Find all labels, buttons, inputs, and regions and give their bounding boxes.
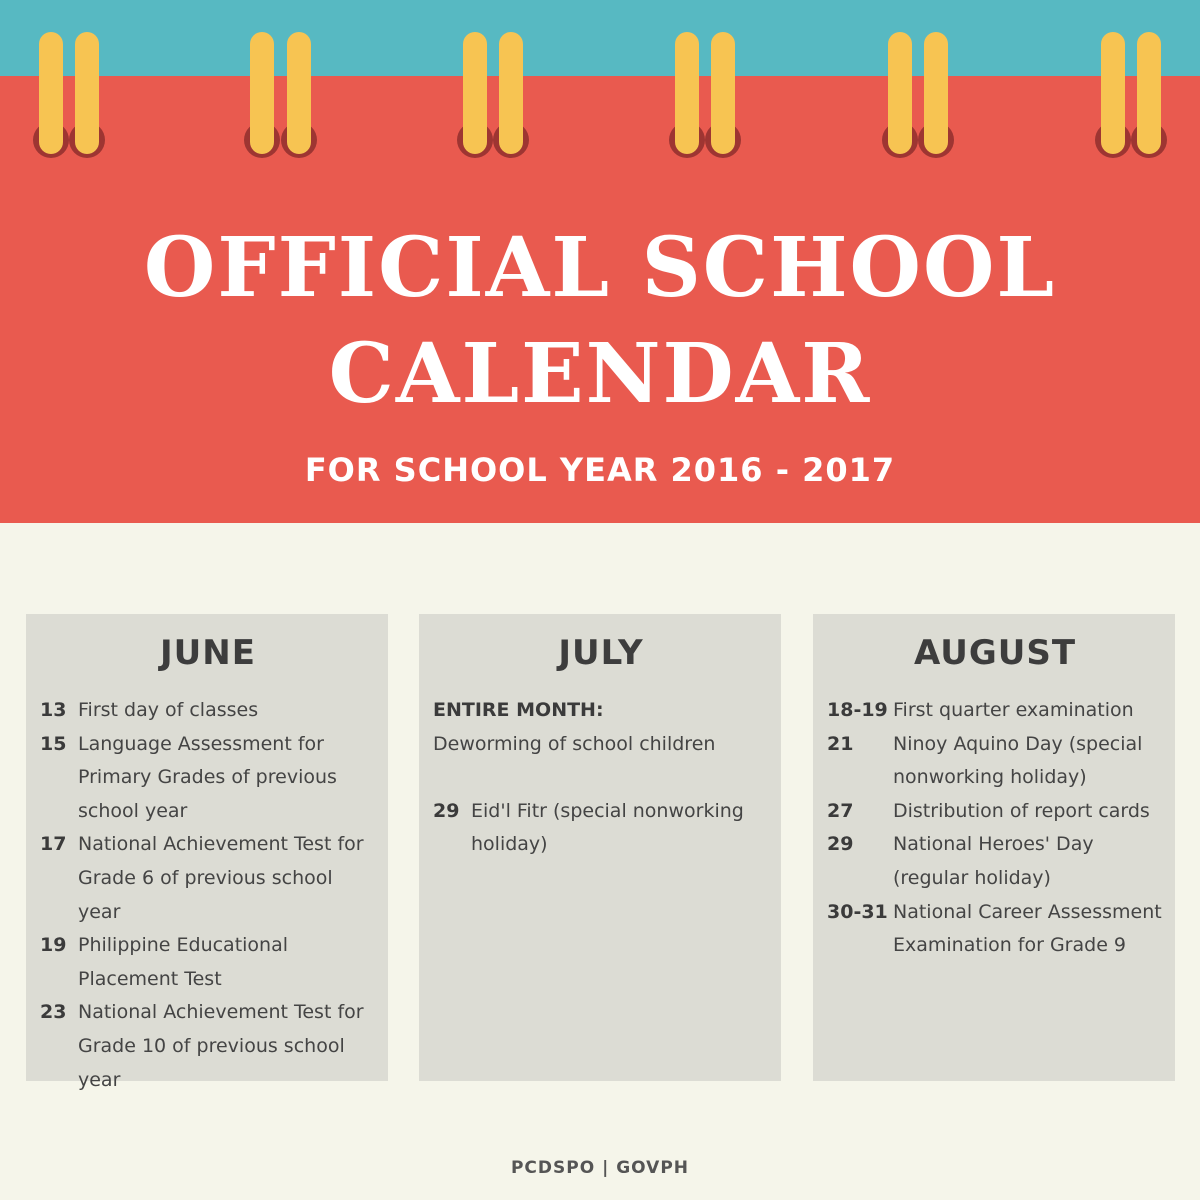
page-title-line-1: OFFICIAL SCHOOL [143, 220, 1057, 316]
month-title: JULY [558, 633, 644, 673]
event-date: 21 [827, 732, 854, 755]
event-text: National Achievement Test for Grade 10 of previous school year [78, 1001, 364, 1091]
event-item [827, 728, 1163, 795]
event-text: Ninoy Aquino Day (special nonworking holiday) [893, 732, 1143, 789]
event-date: 19 [40, 934, 67, 957]
event-text: National Career Assessment Examination for Grade 9 [893, 900, 1162, 957]
event-item [40, 728, 376, 829]
event-date: 23 [40, 1001, 67, 1024]
event-text: National Achievement Test for Grade 6 of previous school year [78, 833, 364, 923]
binder-ring-icon [1096, 0, 1130, 160]
binder-ring-icon [34, 0, 68, 160]
event-item [827, 795, 1163, 829]
event-item [827, 896, 1163, 963]
event-item [40, 996, 376, 1097]
binder-ring-icon [494, 0, 528, 160]
event-date: 29 [827, 833, 854, 856]
binder-ring-icon [1132, 0, 1166, 160]
binder-ring-icon [70, 0, 104, 160]
binder-ring-icon [670, 0, 704, 160]
event-date: 18-19 [827, 699, 888, 721]
spacer [433, 761, 769, 795]
calendar-top-band [0, 0, 1200, 76]
month-card-june [26, 614, 388, 1091]
footer-credit: PCDSPO | GOVPH [510, 1158, 690, 1178]
event-date: 15 [40, 732, 67, 755]
binder-ring-icon [919, 0, 953, 160]
event-item [40, 694, 376, 728]
event-text: Philippine Educational Placement Test [78, 934, 289, 990]
event-item [40, 929, 376, 996]
page-subtitle: FOR SCHOOL YEAR 2016 - 2017 [304, 451, 896, 489]
event-text: First day of classes [78, 699, 259, 721]
event-text: Language Assessment for Primary Grades of previous school year [78, 732, 337, 822]
month-title: AUGUST [913, 633, 1077, 673]
month-card-july [419, 614, 781, 1081]
event-item [827, 828, 1163, 895]
event-item [40, 828, 376, 929]
month-title: JUNE [160, 633, 256, 673]
month-card-august [813, 614, 1175, 1081]
binder-ring-icon [706, 0, 740, 160]
event-text: Distribution of report cards [893, 799, 1150, 822]
page-title-line-2: CALENDAR [328, 326, 872, 422]
binder-ring-icon [883, 0, 917, 160]
event-date: 17 [40, 833, 67, 856]
binder-ring-icon [282, 0, 316, 160]
event-date: 29 [433, 799, 460, 822]
month-note-text: Deworming of school children [433, 732, 716, 755]
month-note-heading: ENTIRE MONTH: [433, 699, 604, 721]
binder-ring-icon [245, 0, 279, 160]
event-text: Eid'l Fitr (special nonworking holiday) [471, 799, 744, 856]
event-text: National Heroes' Day (regular holiday) [893, 833, 1094, 889]
event-item [827, 694, 1163, 728]
event-date: 30-31 [827, 900, 888, 923]
event-date: 27 [827, 799, 854, 822]
binder-ring-icon [458, 0, 492, 160]
event-date: 13 [40, 699, 67, 721]
event-item [433, 795, 769, 862]
event-text: First quarter examination [893, 699, 1134, 721]
